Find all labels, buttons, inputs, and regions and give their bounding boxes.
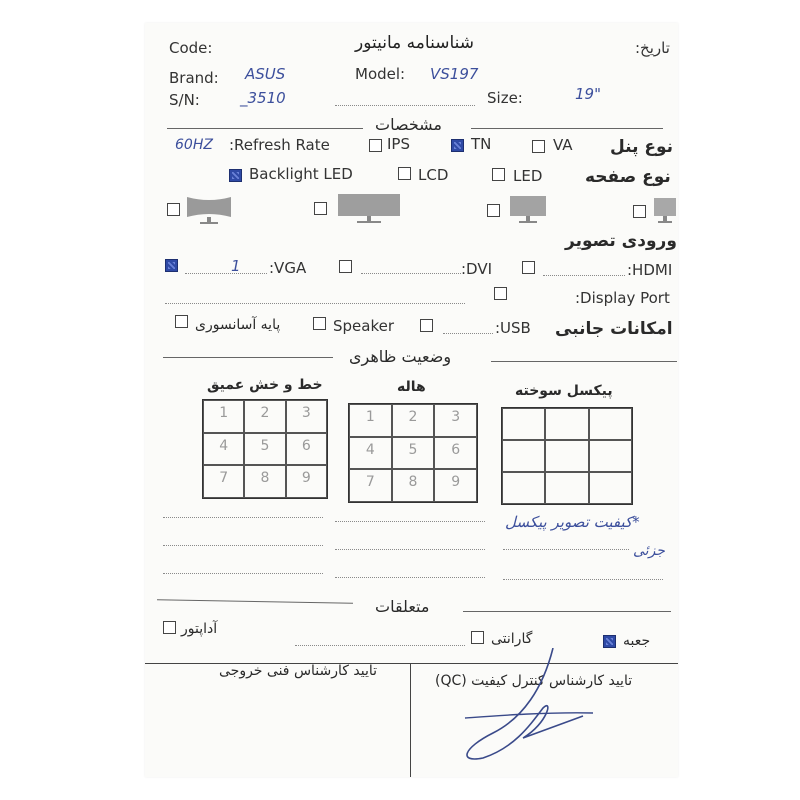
grid-cell[interactable] bbox=[589, 472, 632, 504]
qc-approval-label: تایید کارشناس کنترل کیفیت (QC) bbox=[435, 673, 633, 689]
grid-cell[interactable] bbox=[589, 440, 632, 472]
grid-cell[interactable] bbox=[545, 408, 588, 440]
grid-cell[interactable]: 1 bbox=[203, 400, 244, 433]
panel-ips-label: IPS bbox=[387, 135, 410, 153]
halo-title: هاله bbox=[397, 379, 426, 395]
size-value: 19" bbox=[575, 85, 601, 103]
wide-monitor-icon bbox=[337, 193, 401, 225]
sn-label: S/N: bbox=[169, 91, 200, 109]
dvi-checkbox[interactable] bbox=[339, 260, 352, 273]
refresh-value: 60HZ bbox=[175, 137, 213, 153]
grid-cell[interactable]: 7 bbox=[203, 465, 244, 498]
note-line bbox=[335, 549, 485, 550]
screen-type-title: نوع صفحه bbox=[585, 167, 671, 187]
grid-cell[interactable]: 5 bbox=[392, 437, 435, 470]
accessories-title: متعلقات bbox=[375, 597, 430, 616]
panel-va-checkbox[interactable] bbox=[532, 140, 545, 153]
model-value: VS197 bbox=[430, 65, 479, 83]
box-label: جعبه bbox=[623, 633, 651, 649]
sn-dots bbox=[335, 105, 475, 106]
grid-cell[interactable] bbox=[502, 440, 545, 472]
panel-tn-label: TN bbox=[471, 135, 492, 153]
screen-backlight-led-label: Backlight LED bbox=[249, 165, 353, 183]
divider bbox=[491, 361, 677, 362]
vga-dots bbox=[185, 273, 267, 274]
hdmi-checkbox[interactable] bbox=[522, 261, 535, 274]
grid-cell[interactable]: 2 bbox=[244, 400, 285, 433]
screen-lcd-label: LCD bbox=[418, 166, 449, 184]
note-handwritten-1: *کیفیت تصویر پیکسل bbox=[505, 513, 640, 531]
grid-cell[interactable]: 8 bbox=[244, 465, 285, 498]
brand-value: ASUS bbox=[245, 65, 286, 83]
dvi-dots bbox=[361, 273, 461, 274]
divider bbox=[410, 663, 411, 777]
grid-cell[interactable] bbox=[589, 408, 632, 440]
grid-cell[interactable]: 6 bbox=[434, 437, 477, 470]
screen-led-label: LED bbox=[513, 167, 543, 185]
tech-approval-label: تایید کارشناس فنی خروجی bbox=[219, 663, 378, 679]
stand-label: پایه آسانسوری bbox=[195, 317, 281, 333]
adapter-checkbox[interactable] bbox=[163, 621, 176, 634]
note-line bbox=[335, 521, 485, 522]
specs-title: مشخصات bbox=[375, 115, 442, 134]
adapter-label: آداپتور bbox=[181, 621, 218, 637]
square-monitor-icon bbox=[653, 197, 677, 225]
note-line bbox=[503, 579, 663, 580]
divider bbox=[471, 128, 663, 129]
grid-cell[interactable] bbox=[545, 440, 588, 472]
box-checkbox[interactable] bbox=[603, 635, 616, 648]
size-label: Size: bbox=[487, 89, 523, 107]
appearance-title: وضعیت ظاهری bbox=[349, 347, 452, 366]
grid-cell[interactable] bbox=[502, 472, 545, 504]
grid-cell[interactable] bbox=[502, 408, 545, 440]
grid-cell[interactable]: 3 bbox=[286, 400, 327, 433]
divider bbox=[163, 357, 333, 358]
grid-cell[interactable]: 9 bbox=[286, 465, 327, 498]
vga-checkbox[interactable] bbox=[165, 259, 178, 272]
dvi-label: :DVI bbox=[461, 260, 493, 278]
shape-wide-checkbox[interactable] bbox=[314, 202, 327, 215]
vga-label: :VGA bbox=[269, 259, 307, 277]
note-line bbox=[335, 577, 485, 578]
video-input-title: ورودی تصویر bbox=[565, 231, 677, 251]
grid-cell[interactable]: 3 bbox=[434, 404, 477, 437]
scratch-grid bbox=[202, 399, 328, 499]
divider bbox=[463, 611, 671, 612]
usb-dots bbox=[443, 333, 493, 334]
grid-cell[interactable]: 9 bbox=[434, 469, 477, 502]
screen-backlight-led-checkbox[interactable] bbox=[229, 169, 242, 182]
speaker-checkbox[interactable] bbox=[313, 317, 326, 330]
grid-cell[interactable]: 4 bbox=[349, 437, 392, 470]
panel-type-title: نوع پنل bbox=[610, 137, 674, 157]
form-sheet bbox=[145, 23, 678, 777]
grid-cell[interactable]: 8 bbox=[392, 469, 435, 502]
display-port-label: :Display Port bbox=[575, 289, 670, 307]
hdmi-label: :HDMI bbox=[627, 261, 673, 279]
code-label: Code: bbox=[169, 39, 213, 57]
dead-pixel-grid bbox=[501, 407, 633, 505]
sn-value: _3510 bbox=[240, 89, 286, 107]
grid-cell[interactable] bbox=[545, 472, 588, 504]
model-label: Model: bbox=[355, 65, 406, 83]
screen-led-checkbox[interactable] bbox=[492, 168, 505, 181]
dead-pixel-title: پیکسل سوخته bbox=[515, 383, 613, 399]
warranty-checkbox[interactable] bbox=[471, 631, 484, 644]
grid-cell[interactable]: 4 bbox=[203, 433, 244, 466]
grid-cell[interactable]: 1 bbox=[349, 404, 392, 437]
hdmi-dots bbox=[543, 275, 625, 276]
note-line bbox=[163, 545, 323, 546]
display-port-checkbox[interactable] bbox=[494, 287, 507, 300]
curved-monitor-icon bbox=[185, 195, 233, 225]
grid-cell[interactable]: 6 bbox=[286, 433, 327, 466]
panel-tn-checkbox[interactable] bbox=[451, 139, 464, 152]
page-title: شناسنامه مانیتور bbox=[355, 33, 474, 53]
halo-grid bbox=[348, 403, 478, 503]
shape-square-checkbox[interactable] bbox=[633, 205, 646, 218]
note-line bbox=[503, 549, 629, 550]
note-handwritten-2: جزئی bbox=[633, 543, 665, 559]
panel-va-label: VA bbox=[553, 136, 573, 154]
adapter-dots bbox=[295, 645, 465, 646]
note-line bbox=[163, 573, 323, 574]
grid-cell[interactable]: 7 bbox=[349, 469, 392, 502]
extra-dots bbox=[165, 303, 465, 304]
scratch-title: خط و خش عمیق bbox=[207, 377, 323, 393]
divider bbox=[157, 599, 353, 603]
divider bbox=[167, 128, 363, 129]
stand-checkbox[interactable] bbox=[175, 315, 188, 328]
panel-ips-checkbox[interactable] bbox=[369, 139, 382, 152]
grid-cell[interactable]: 2 bbox=[392, 404, 435, 437]
features-title: امکانات جانبی bbox=[555, 319, 673, 339]
grid-cell[interactable]: 5 bbox=[244, 433, 285, 466]
screen-lcd-checkbox[interactable] bbox=[398, 167, 411, 180]
refresh-label: :Refresh Rate bbox=[229, 136, 330, 154]
vga-value: 1 bbox=[231, 257, 241, 275]
speaker-label: Speaker bbox=[333, 317, 395, 335]
note-line bbox=[163, 517, 323, 518]
warranty-label: گارانتی bbox=[491, 631, 533, 647]
shape-standard-checkbox[interactable] bbox=[487, 204, 500, 217]
shape-curved-checkbox[interactable] bbox=[167, 203, 180, 216]
signature-image bbox=[453, 648, 603, 768]
brand-label: Brand: bbox=[169, 69, 219, 87]
usb-label: :USB bbox=[495, 319, 531, 337]
date-label: تاریخ: bbox=[635, 39, 670, 57]
standard-monitor-icon bbox=[509, 195, 549, 225]
usb-checkbox[interactable] bbox=[420, 319, 433, 332]
